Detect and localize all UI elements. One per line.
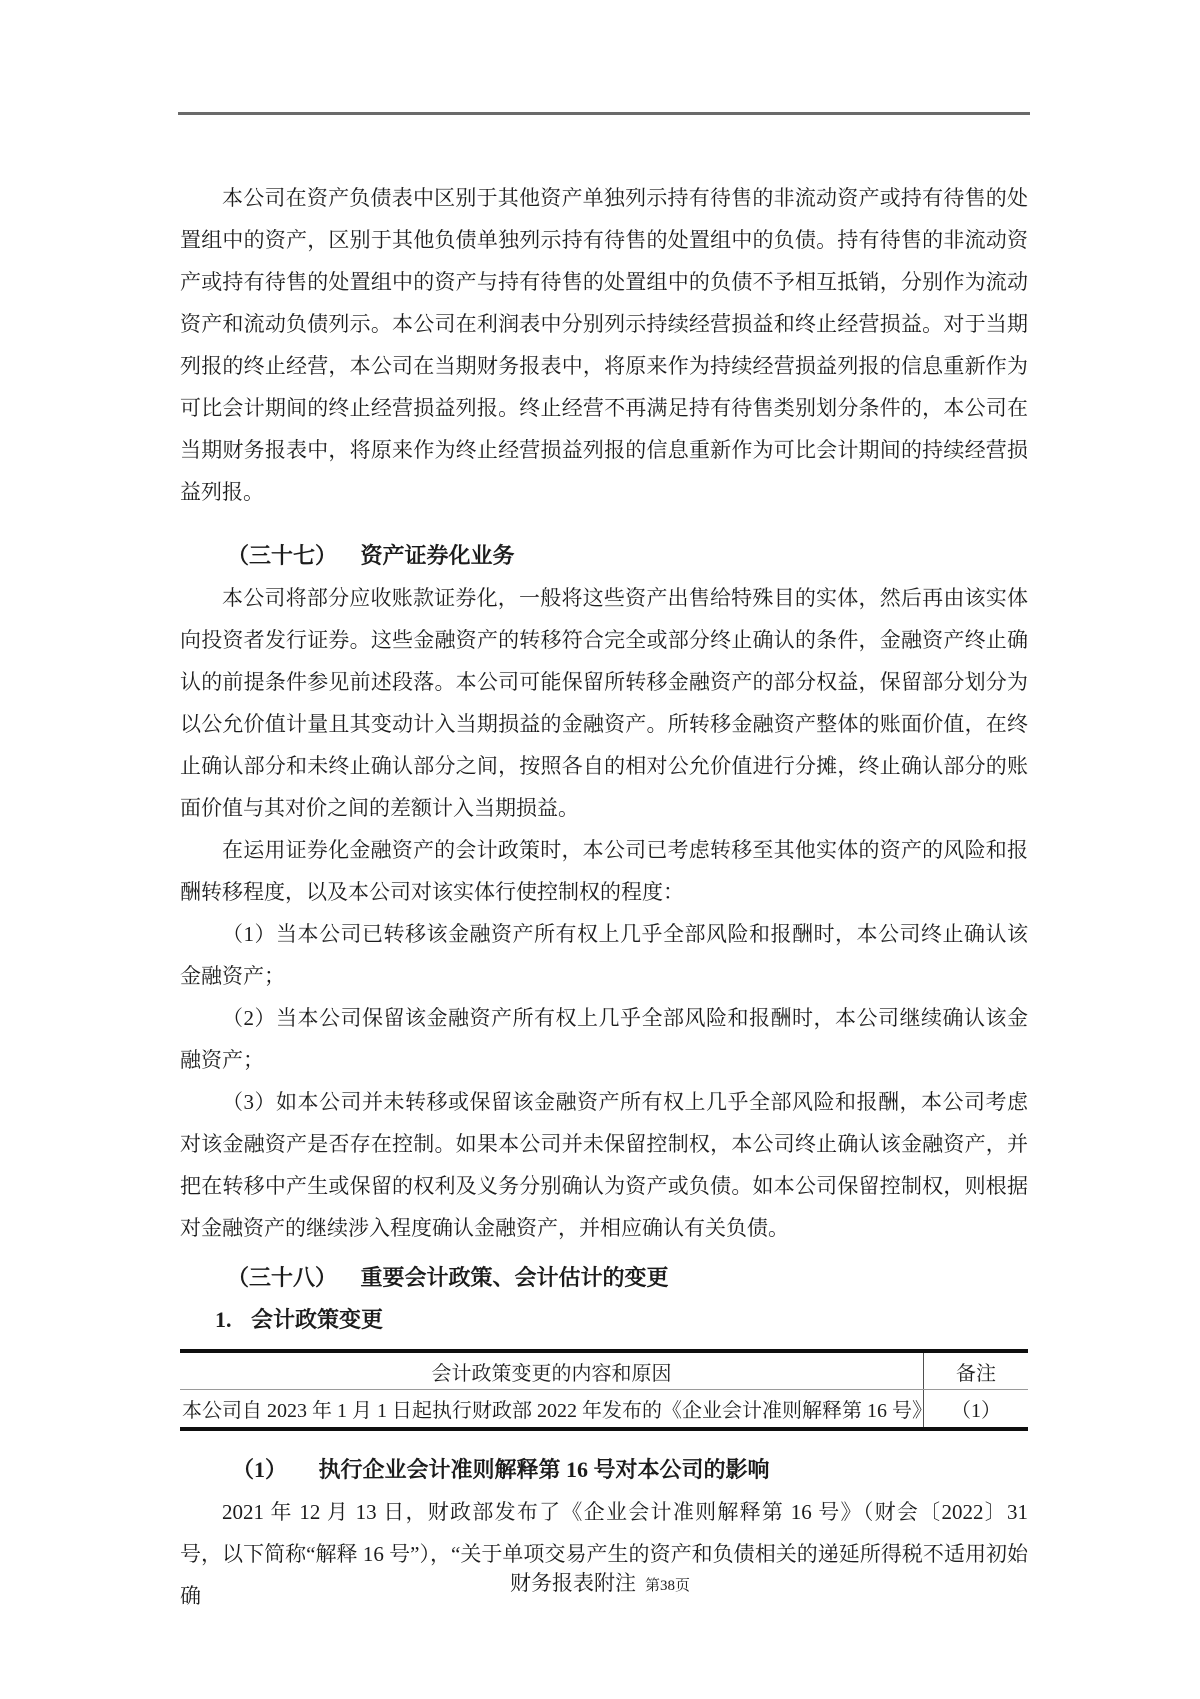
table-header-row bbox=[180, 1351, 1028, 1390]
paragraph-held-for-sale: 本公司在资产负债表中区别于其他资产单独列示持有待售的非流动资产或持有待售的处置组中的资产，区别于其他负债单独列示持有待售的处置组中的负债。持有待售的非流动资产或持有待售的处置组中的资产与持有待售的处置组中的负债不予相互抵销，分别作为流动资产和流动负债列示。本公司在利润表中分别列示持续经营损益和终止经营损益。对于当期列报的终止经营，本公司在当期财务报表中，将原来作为持续经营损益列报的信息重新作为可比会计期间的终止经营损益列报。终止经营不再满足持有待售类别划分条件的，本公司在当期财务报表中，将原来作为终止经营损益列报的信息重新作为可比会计期间的持续经营损益列报。 bbox=[180, 186, 1028, 504]
list-item-2: （2）当本公司保留该金融资产所有权上几乎全部风险和报酬时，本公司继续确认该金融资产； bbox=[180, 1006, 1028, 1072]
table-cell-content: 本公司自 2023 年 1 月 1 日起执行财政部 2022 年发布的《企业会计准则解释第 16 号》 bbox=[182, 1400, 932, 1422]
list-item-1: （1）当本公司已转移该金融资产所有权上几乎全部风险和报酬时，本公司终止确认该金融资产； bbox=[180, 922, 1028, 988]
table-row bbox=[180, 1390, 1028, 1430]
section-38-number: （三十八） bbox=[227, 1265, 338, 1290]
paragraph-securitization-2: 在运用证券化金融资产的会计政策时，本公司已考虑转移至其他实体的资产的风险和报酬转移程度，以及本公司对该实体行使控制权的程度： bbox=[180, 838, 1028, 904]
page-footer bbox=[0, 1562, 1200, 1607]
note-1-heading bbox=[180, 1449, 1028, 1491]
section-37-heading bbox=[180, 535, 1028, 577]
table-cell-note: （1） bbox=[924, 1390, 1029, 1430]
list-item-3: （3）如本公司并未转移或保留该金融资产所有权上几乎全部风险和报酬，本公司考虑对该金融资产是否存在控制。如果本公司并未保留控制权，本公司终止确认该金融资产，并把在转移中产生或保留的权利及义务分别确认为资产或负债。如本公司保留控制权，则根据对金融资产的继续涉入程度确认金融资产，并相应确认有关负债。 bbox=[180, 1090, 1028, 1240]
paragraph-securitization-1: 本公司将部分应收账款证券化，一般将这些资产出售给特殊目的实体，然后再由该实体向投资者发行证券。这些金融资产的转移符合完全或部分终止确认的条件，金融资产终止确认的前提条件参见前述段落。本公司可能保留所转移金融资产的部分权益，保留部分划分为以公允价值计量且其变动计入当期损益的金融资产。所转移金融资产整体的账面价值，在终止确认部分和未终止确认部分之间，按照各自的相对公允价值进行分摊，终止确认部分的账面价值与其对价之间的差额计入当期损益。 bbox=[180, 586, 1028, 820]
section-37-number: （三十七） bbox=[227, 543, 338, 568]
section-37-title: 资产证券化业务 bbox=[360, 543, 515, 568]
table-header-note: 备注 bbox=[924, 1351, 1029, 1390]
subsection-1-number: 1. bbox=[215, 1307, 232, 1332]
subsection-1-heading bbox=[180, 1299, 1028, 1341]
section-38-title: 重要会计政策、会计估计的变更 bbox=[360, 1265, 669, 1290]
footer-page-number: 第38页 bbox=[644, 1578, 690, 1594]
section-38-heading bbox=[180, 1257, 1028, 1299]
note-1-number: （1） bbox=[232, 1457, 288, 1482]
page-content bbox=[180, 0, 1028, 1617]
note-1-title: 执行企业会计准则解释第 16 号对本公司的影响 bbox=[318, 1457, 770, 1482]
table-header-content: 会计政策变更的内容和原因 bbox=[180, 1351, 924, 1390]
footer-title: 财务报表附注 bbox=[509, 1571, 636, 1595]
subsection-1-title: 会计政策变更 bbox=[251, 1307, 384, 1332]
policy-change-table bbox=[180, 1349, 1028, 1431]
paragraph-interpretation-16: 2021 年 12 月 13 日，财政部发布了《企业会计准则解释第 16 号》（财会〔2022〕31 号，以下简称“解释 16 号”），“关于单项交易产生的资产和负债相关的递延所得税不适用初始确 bbox=[180, 1500, 1028, 1608]
